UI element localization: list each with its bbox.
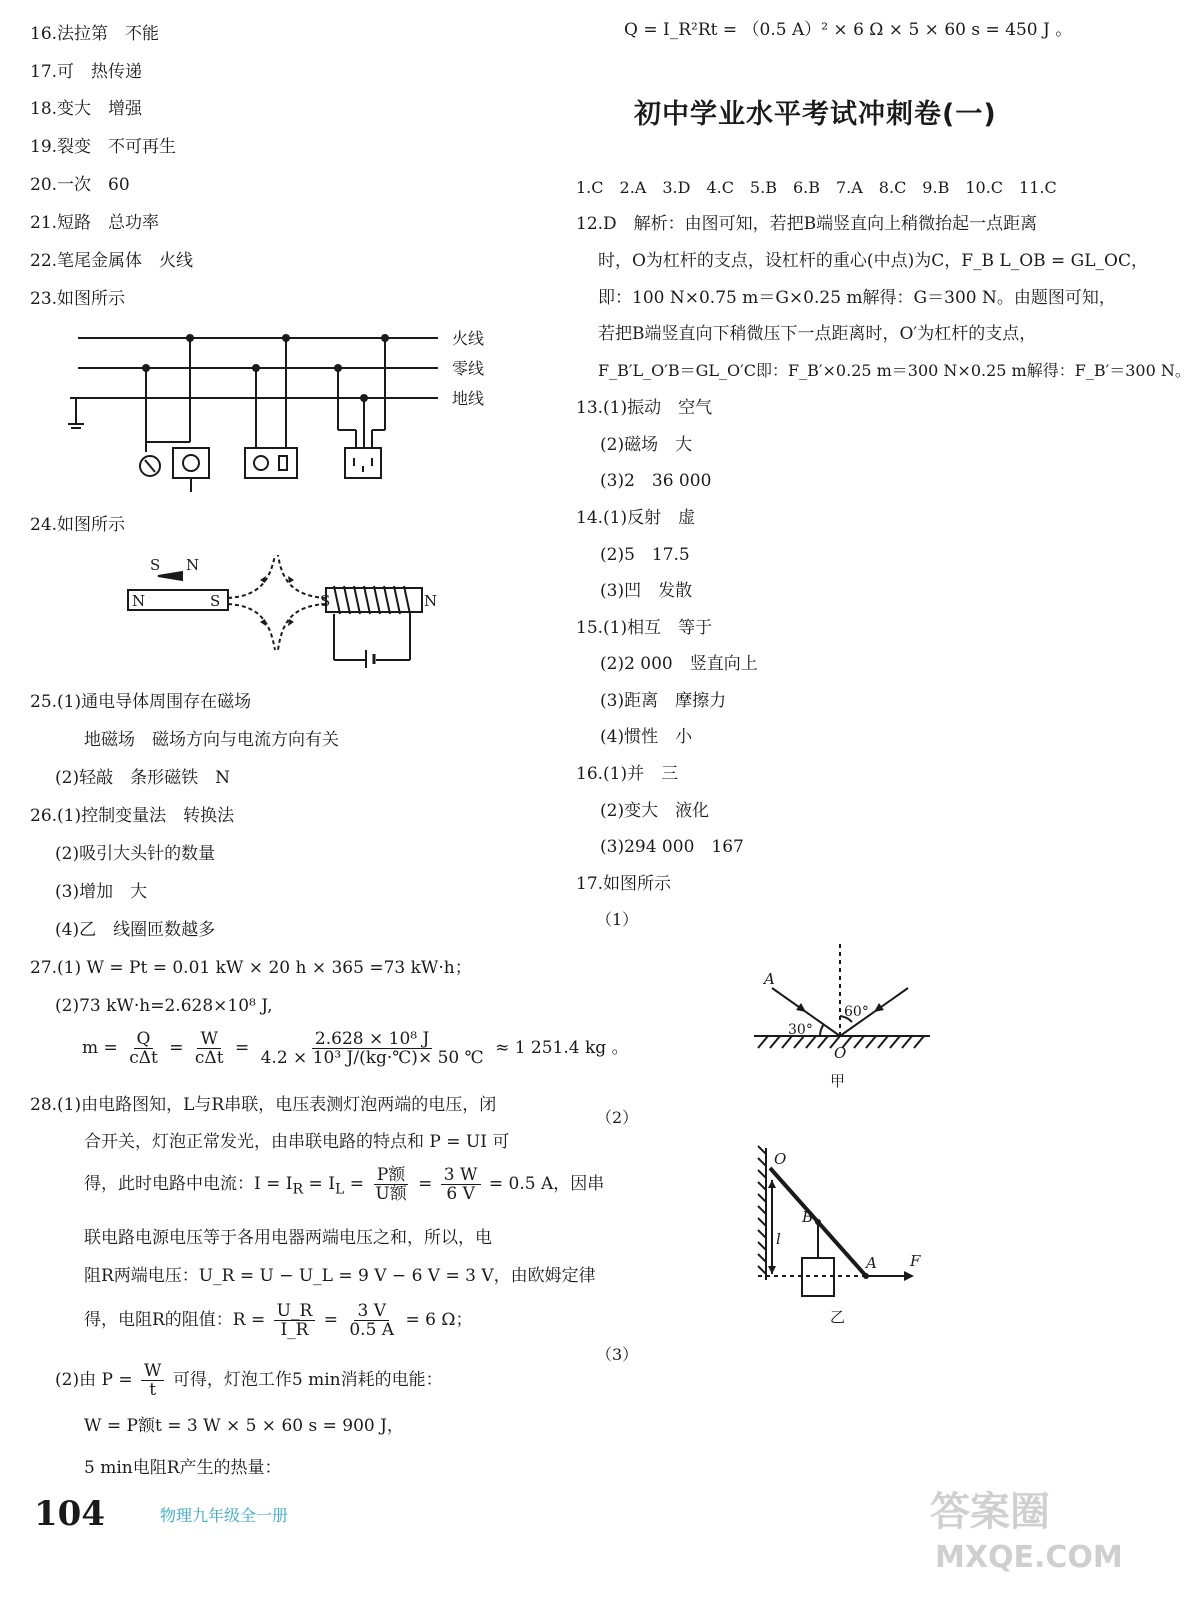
neutral-wire-label: 零线: [452, 359, 485, 378]
answer-25-1b: 地磁场 磁场方向与电流方向有关: [84, 730, 339, 750]
answer-13-3: (3)2 36 000: [600, 471, 712, 491]
coil-s-label: S: [320, 592, 331, 610]
answer-28-line1: 28.(1)由电路图知，L与R串联，电压表测灯泡两端的电压，闭: [30, 1095, 497, 1115]
equals-sign: =: [418, 1174, 433, 1194]
sub-question-2: （2）: [596, 1108, 639, 1127]
equals-sign: =: [169, 1038, 184, 1058]
answer-15-2: (2)2 000 竖直向上: [600, 654, 758, 674]
answer-15-1: 15.(1)相互 等于: [576, 618, 713, 638]
fraction-3w-over-6v: [441, 1166, 481, 1203]
answer-14-1: 14.(1)反射 虚: [576, 508, 696, 528]
text-segment: 可得，灯泡工作5 min消耗的电能：: [172, 1370, 443, 1390]
answer-16-1: 16.(1)并 三: [576, 764, 679, 784]
watermark-url: MXQE.COM: [935, 1540, 1123, 1575]
answer-18: 18.变大 增强: [30, 99, 143, 119]
answer-25-1: 25.(1)通电导体周围存在磁场: [30, 692, 252, 712]
answer-28-line2: 合开关，灯泡正常发光，由串联电路的特点和 P = UI 可: [84, 1132, 510, 1152]
answer-26-1: 26.(1)控制变量法 转换法: [30, 806, 235, 826]
magnet-n-label: N: [132, 592, 146, 610]
fraction-3v-over-05a: [346, 1302, 397, 1339]
text-segment: (2)由 P =: [55, 1370, 133, 1390]
fraction-numerator: W: [141, 1362, 164, 1381]
fraction-w-over-t: [141, 1362, 164, 1399]
lever-diagram: [752, 1140, 952, 1330]
answer-28-line6: [84, 1302, 472, 1339]
fraction-denominator: 0.5 A: [349, 1320, 395, 1340]
fraction-denominator: cΔt: [194, 1048, 224, 1068]
answer-12-line3: 即：100 N×0.75 m＝G×0.25 m解得：G＝300 N。由题图可知，: [598, 288, 1116, 308]
answer-22: 22.笔尾金属体 火线: [30, 251, 194, 271]
answer-15-4: (4)惯性 小: [600, 727, 693, 747]
answer-15-3: (3)距离 摩擦力: [600, 691, 727, 711]
live-wire-label: 火线: [452, 329, 485, 348]
fraction-denominator: 4.2 × 10³ J/(kg·℃)× 50 ℃: [260, 1048, 484, 1068]
subscript: R: [292, 1181, 304, 1198]
figure-yi-caption: 乙: [830, 1308, 846, 1326]
point-b-label: B: [802, 1208, 814, 1226]
watermark-logo: 答案圈: [930, 1489, 1050, 1535]
answer-17: 17.如图所示: [576, 874, 672, 894]
magnetic-field-diagram: [120, 550, 450, 670]
answer-27-2: (2)73 kW·h=2.628×10⁸ J,: [55, 996, 273, 1016]
point-a-label: A: [866, 1254, 877, 1272]
answer-12-line5: F_B′L_O′B＝GL_O′C即：F_B′×0.25 m＝300 N×0.25 m解得：F_B′＝300 N。: [598, 361, 1191, 380]
formula-result: ≈ 1 251.4 kg 。: [495, 1038, 629, 1058]
magnet-s-label: S: [210, 592, 221, 610]
fraction-denominator: 6 V: [446, 1184, 475, 1204]
fraction-denominator: U额: [375, 1184, 407, 1204]
fraction-numerator: P额: [374, 1166, 408, 1185]
sub-question-3: （3）: [596, 1345, 639, 1364]
text-segment: =: [344, 1174, 364, 1194]
exam-title: 初中学业水平考试冲刺卷(一): [634, 99, 997, 130]
page-number: 104: [34, 1494, 105, 1534]
answer-28-energy: W = P额t = 3 W × 5 × 60 s = 900 J，: [84, 1416, 404, 1436]
text-segment: = 0.5 A，因串: [488, 1174, 605, 1194]
answer-23: 23.如图所示: [30, 289, 126, 309]
fraction-denominator: I_R: [280, 1320, 309, 1340]
answer-26-2: (2)吸引大头针的数量: [55, 844, 216, 864]
point-o-label: O: [834, 1044, 847, 1062]
subscript: L: [334, 1181, 345, 1198]
pivot-o-label: O: [774, 1150, 787, 1168]
answer-24: 24.如图所示: [30, 515, 126, 535]
answer-16-2: (2)变大 液化: [600, 801, 710, 821]
answer-17: 17.可 热传递: [30, 62, 143, 82]
ground-wire-label: 地线: [452, 389, 485, 408]
answer-28-line4: 联电路电源电压等于各用电器两端电压之和，所以，电: [84, 1228, 492, 1248]
answer-14-2: (2)5 17.5: [600, 545, 690, 565]
fraction-numerator: Q: [134, 1030, 154, 1049]
compass-s-label: S: [150, 556, 161, 574]
fraction-p-over-u: [372, 1166, 409, 1203]
angle-30-label: 30°: [788, 1022, 813, 1038]
heat-formula-line: Q = I_R²Rt = （0.5 A）² × 6 Ω × 5 × 60 s = 450 J 。: [624, 20, 1073, 40]
answer-28-2: [55, 1362, 443, 1399]
book-title: 物理九年级全一册: [160, 1506, 289, 1525]
answer-16: 16.法拉第 不能: [30, 24, 160, 44]
text-segment: 得，此时电路中电流：I = I: [84, 1174, 293, 1194]
answer-13-1: 13.(1)振动 空气: [576, 398, 713, 418]
figure-jia-caption: 甲: [830, 1072, 846, 1090]
fraction-ur-over-ir: [274, 1302, 316, 1339]
answer-21: 21.短路 总功率: [30, 213, 160, 233]
answer-16-3: (3)294 000 167: [600, 837, 744, 857]
answer-14-3: (3)凹 发散: [600, 581, 693, 601]
incident-ray-a-label: A: [764, 970, 775, 988]
answer-12-line4: 若把B端竖直向下稍微压下一点距离时，O′为杠杆的支点，: [598, 324, 1037, 344]
arm-l-label: l: [776, 1230, 781, 1248]
compass-n-label: N: [186, 556, 200, 574]
force-f-label: F: [910, 1252, 921, 1270]
equals-sign: =: [323, 1310, 338, 1330]
angle-60-label: 60°: [844, 1004, 869, 1020]
equals-sign: =: [234, 1038, 250, 1058]
formula-27-mass: [82, 1030, 629, 1067]
household-circuit-diagram: [60, 320, 500, 500]
answer-19: 19.裂变 不可再生: [30, 137, 177, 157]
fraction-denominator: cΔt: [129, 1048, 158, 1068]
coil-n-label: N: [424, 592, 438, 610]
sub-question-1: （1）: [596, 910, 639, 929]
answer-28-heat: 5 min电阻R产生的热量：: [84, 1458, 282, 1478]
text-segment: 得，电阻R的阻值：R =: [84, 1310, 266, 1330]
fraction-w-over-ct: [192, 1030, 227, 1067]
reflection-diagram: [750, 940, 950, 1100]
choice-answers: 1.C 2.A 3.D 4.C 5.B 6.B 7.A 8.C 9.B 10.C 11.C: [576, 178, 1057, 197]
text-segment: = I: [303, 1174, 335, 1194]
answer-26-4: (4)乙 线圈匝数越多: [55, 920, 216, 940]
fraction-q-over-ct: [126, 1030, 161, 1067]
answer-12-line2: 时，O为杠杆的支点，设杠杆的重心(中点)为C，F_B L_OB = GL_OC，: [598, 251, 1148, 271]
answer-12-line1: 12.D 解析：由图可知，若把B端竖直向上稍微抬起一点距离: [576, 214, 1038, 234]
formula-lhs: m =: [82, 1038, 118, 1058]
text-segment: = 6 Ω；: [405, 1310, 473, 1330]
fraction-numerator: 3 W: [441, 1166, 481, 1185]
answer-26-3: (3)增加 大: [55, 882, 148, 902]
answer-28-line3: [84, 1166, 604, 1203]
answer-25-2: (2)轻敲 条形磁铁 N: [55, 768, 230, 788]
fraction-denominator: t: [149, 1380, 157, 1400]
fraction-numerator: 2.628 × 10⁸ J: [312, 1030, 432, 1049]
answer-27-1: 27.(1) W = Pt = 0.01 kW × 20 h × 365 =73 kW·h；: [30, 958, 472, 978]
fraction-numerator: U_R: [274, 1302, 316, 1321]
fraction-numerator: W: [197, 1030, 220, 1049]
answer-20: 20.一次 60: [30, 175, 130, 195]
answer-28-line5: 阻R两端电压：U_R = U − U_L = 9 V − 6 V = 3 V，由欧姆定律: [84, 1266, 596, 1286]
answer-13-2: (2)磁场 大: [600, 435, 693, 455]
fraction-energy-over-heat: [258, 1030, 487, 1067]
fraction-numerator: 3 V: [354, 1302, 389, 1321]
